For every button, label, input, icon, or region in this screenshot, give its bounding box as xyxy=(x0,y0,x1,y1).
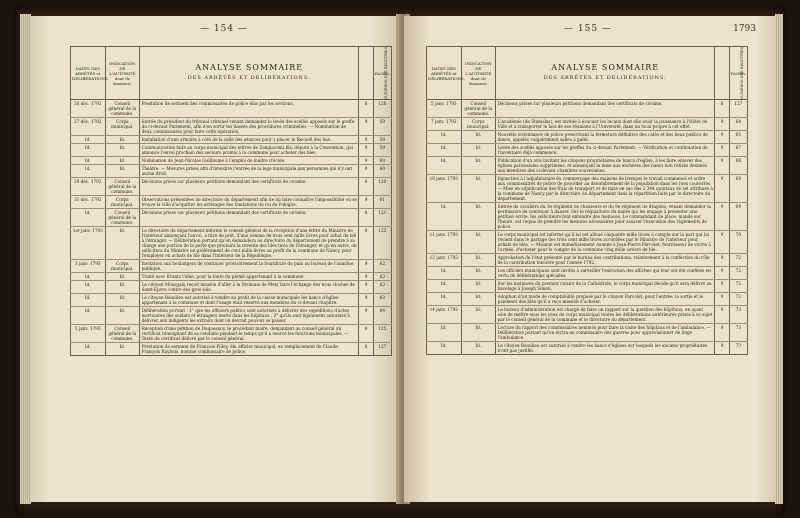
right-page-edges xyxy=(775,14,783,504)
row-date: Id. xyxy=(427,157,462,175)
row-authority: Id. xyxy=(461,175,496,203)
row-authority: Id. xyxy=(461,254,496,267)
table-row xyxy=(71,260,392,273)
table-row xyxy=(71,307,392,325)
row-summary: Levée des scellés apposés sur les greffes du ci-devant Parlement. — Vérification et continuation de l'inventaire déjà commencé. xyxy=(496,144,715,157)
row-authority: Id. xyxy=(105,227,140,260)
row-authority: Id. xyxy=(105,281,140,294)
table-row xyxy=(71,227,392,260)
row-date: 11 janv. 1793 xyxy=(427,231,462,254)
row-date: Id. xyxy=(427,203,462,231)
table-row xyxy=(427,157,748,175)
row-authority: Id. xyxy=(105,307,140,325)
right-register-table xyxy=(426,46,748,355)
row-authority: Id. xyxy=(105,273,140,281)
row-page: 59 xyxy=(373,144,391,157)
row-page: 73 xyxy=(729,306,747,324)
row-date: 26 déc. 1792 xyxy=(71,100,106,118)
table-row xyxy=(427,293,748,306)
table-row xyxy=(71,325,392,343)
row-date: Id. xyxy=(71,273,106,281)
row-register-number: 9 xyxy=(715,306,729,324)
row-page: 64 xyxy=(373,307,391,325)
row-register-number: 9 xyxy=(359,273,373,281)
row-page: 63 xyxy=(373,281,391,294)
row-date: 5 janv. 1793 xyxy=(427,100,462,118)
row-page: 72 xyxy=(729,293,747,306)
row-authority: Id. xyxy=(105,144,140,157)
row-authority: Conseil général de la commune. xyxy=(105,325,140,343)
row-summary: Délibération portant : 1° que les officiers publics sont autorisés à délivrer des expéditions d'actes mortuaires des soldats et étrangers morts dans les hôpitaux ; 2° qu'ils sont également autorisés à délivrer aux indigents les extraits dont on devrait pouvoir se passer. xyxy=(140,307,359,325)
row-summary: Prestation de serment des commissaires de police élus par les sections. xyxy=(140,100,359,118)
row-authority: Conseil général de la commune. xyxy=(105,209,140,227)
row-date: Id. xyxy=(427,280,462,293)
row-register-number: 9 xyxy=(715,118,729,131)
row-register-number: 9 xyxy=(715,293,729,306)
table-row xyxy=(427,175,748,203)
table-row xyxy=(71,118,392,136)
row-date: 10 janv. 1793 xyxy=(427,175,462,203)
row-date: Id. xyxy=(71,136,106,144)
row-summary: Les officiers municipaux sont invités à surveiller l'exécution des affiches qui leur ont été confiées en vertu de délibérations spéciales. xyxy=(496,267,715,280)
row-date: Id. xyxy=(427,324,462,342)
row-date: 14 janv. 1793 xyxy=(427,306,462,324)
left-page-number: — 154 — xyxy=(200,24,248,34)
table-row xyxy=(427,254,748,267)
row-page: 73 xyxy=(729,342,747,355)
row-page: 65 xyxy=(729,131,747,144)
row-page: 69 xyxy=(729,203,747,231)
table-row xyxy=(427,267,748,280)
row-summary: Le bureau d'administration est chargé de faire un rapport sur la question des hôpitaux, en ayant soin de mettre sous les yeux du corps municipal toutes les délibérations antérieures prises à ce sujet par le conseil général de la commune et le directoire du département. xyxy=(496,306,715,324)
row-register-number: 9 xyxy=(359,157,373,165)
table-row xyxy=(71,178,392,196)
row-register-number: 9 xyxy=(715,254,729,267)
row-summary: Sur les instances du premier vicaire de la Cathédrale, le corps municipal décide qu'il sera délivré au bacelage à Joseph Simon. xyxy=(496,280,715,293)
row-register-number: 9 xyxy=(359,165,373,178)
row-authority: Conseil général de la commune. xyxy=(105,178,140,196)
row-page: 120 xyxy=(373,100,391,118)
header-analyse-sub: DES ARRÊTÉS ET DÉLIBÉRATIONS. xyxy=(187,75,311,81)
header-analyse-title: ANALYSE SOMMAIRE xyxy=(551,63,660,72)
row-authority: Id. xyxy=(105,343,140,356)
row-page: 64 xyxy=(729,118,747,131)
right-page xyxy=(404,16,776,502)
row-date: Id. xyxy=(71,165,106,178)
row-register-number: 9 xyxy=(715,144,729,157)
table-row xyxy=(427,203,748,231)
row-register-number: 9 xyxy=(715,157,729,175)
row-page: 122 xyxy=(373,227,391,260)
right-page-year: 1793 xyxy=(733,24,756,34)
row-date: Id. xyxy=(71,343,106,356)
row-authority: Id. xyxy=(461,342,496,355)
row-summary: Installation d'une armoire à côté de la salle des séances pour y placer le Recueil des lois. xyxy=(140,136,359,144)
table-row xyxy=(71,196,392,209)
row-register-number: 9 xyxy=(715,324,729,342)
row-summary: Invitation aux boulangers de continuer provisoirement la fourniture du pain au bureau de l'aumône publique. xyxy=(140,260,359,273)
row-summary: Le directoire du département informe le conseil général de la réception d'une lettre du Ministre de l'intérieur annonçant l'envoi, à titre de prêt, d'une somme de trois cent mille livres pour achat de blé à l'étranger. — Délibération portant qu'on demandera au directoire du département de prendre à sa charge une portion de la perte que produira la revente des blés tirés de l'étranger, et qu'en outre, on sollicitera du Ministre un prélèvement de cent mille livres au profit de la commune de Nancy, pour l'employer en achats de blé dans l'intérieur de la République. xyxy=(140,227,359,260)
left-table-body xyxy=(71,100,392,356)
row-summary: Le corps municipal est informé qu'il lui est alloué cinquante mille livres à compte sur la part qui lui revient dans le partage des trois cent mille livres accordées par le Ministre de l'intérieur pour achats de blés. — Mission est immédiatement donnée à Jean-Pierre Parcolet, fournisseur de vivres à l'armée, d'acheter pour le compte de la commune cinq mille setiers de blé. xyxy=(496,231,715,254)
row-authority: Id. xyxy=(461,144,496,157)
header-pages: PAGES. xyxy=(729,47,747,100)
row-authority: Id. xyxy=(461,324,496,342)
row-page: 62 xyxy=(373,260,391,273)
row-summary: Lecture du rapport des commissaires nommés pour faire la visite des hôpitaux et de l'ambulance. — Délibération portant qu'on écrira au commissaire des guerres pour approvisionner de linge l'ambulance. xyxy=(496,324,715,342)
row-authority: Id. xyxy=(461,306,496,324)
row-summary: Le citoyen Beaulieu est autorisé à vendre les bancs d'églises sur lesquels les anciens propriétaires n'ont pas justifié. xyxy=(496,342,715,355)
left-page xyxy=(30,16,402,502)
row-authority: Id. xyxy=(461,267,496,280)
row-date: Id. xyxy=(427,144,462,157)
row-register-number: 8 xyxy=(359,178,373,196)
table-row xyxy=(71,294,392,307)
row-summary: Approbation de l'état présenté par le bureau des contributions, relativement à la confection du rôle de la contribution foncière pour l'année 1792. xyxy=(496,254,715,267)
row-authority: Id. xyxy=(105,136,140,144)
table-row xyxy=(427,118,748,131)
table-row xyxy=(427,342,748,355)
header-dates: DATES DES ARRÊTÉS et DÉLIBÉRATIONS. xyxy=(427,47,462,100)
row-date: 3 janv. 1793 xyxy=(71,260,106,273)
row-page: 121 xyxy=(373,209,391,227)
row-summary: Réception d'une pétition de Duquesnoy, le procédant maire, demandant au conseil général un certificat témoignant de sa conduite pendant le temps qu'il a exercé les fonctions municipales. — Texte du certificat délivré par le conseil général. xyxy=(140,325,359,343)
row-page: 72 xyxy=(729,267,747,280)
row-date: Id. xyxy=(71,209,106,227)
table-row xyxy=(427,100,748,118)
row-register-number: 9 xyxy=(359,144,373,157)
row-register-number: 9 xyxy=(359,307,373,325)
table-row xyxy=(71,273,392,281)
right-header-row xyxy=(427,47,748,100)
left-header-row xyxy=(71,47,392,100)
table-row xyxy=(427,280,748,293)
table-row xyxy=(71,209,392,227)
row-authority: Id. xyxy=(105,165,140,178)
row-register-number: 9 xyxy=(359,294,373,307)
row-register-number: 9 xyxy=(715,267,729,280)
row-date: 27 déc. 1792 xyxy=(71,118,106,136)
row-summary: Communication faite au corps municipal des lettres de Zangiacomi fils, député à la Convention, qui annonce l'envoi prochain des secours promis à la commune pour acheter des blés. xyxy=(140,144,359,157)
row-page: 63 xyxy=(373,294,391,307)
row-page: 59 xyxy=(373,136,391,144)
row-date: Id. xyxy=(71,144,106,157)
row-authority: Id. xyxy=(461,157,496,175)
row-authority: Conseil général de la commune. xyxy=(461,100,496,118)
row-date: Id. xyxy=(427,131,462,144)
header-indication: INDICATION DE L'AUTORITÉ dont ils émanent. xyxy=(105,47,140,100)
row-date: Id. xyxy=(71,307,106,325)
row-summary: Traité avec Krantz l'aîné, pour la fonte du plomb appartenant à la commune. xyxy=(140,273,359,281)
row-date: Id. xyxy=(71,157,106,165)
row-authority: Corps municipal. xyxy=(461,118,496,131)
right-page-number: — 155 — xyxy=(564,24,612,34)
row-register-number: 9 xyxy=(715,231,729,254)
row-register-number: 9 xyxy=(359,196,373,209)
row-date: 31 déc. 1792 xyxy=(71,196,106,209)
row-authority: Id. xyxy=(105,157,140,165)
row-page: 73 xyxy=(729,324,747,342)
row-page: 63 xyxy=(373,273,391,281)
row-summary: Adoption d'un mode de comptabilité proposé par le citoyen Parcolet, pour l'entrée, la sortie et le paiement des blés qu'il a reçu mission d'acheter. xyxy=(496,293,715,306)
row-summary: Entrée de cavaliers du 3e régiment de chasseurs et du 9e régiment de dragons, venant demander la permission de continuer à danser. Sur le réquisitoire du maire qui les engage à présenter une pétition écrite, les solliciteurs font entendre des menaces. Le commandant de place, mandé sur l'heure, est requis de prendre les mesures nécessaires pour assurer l'exécution des règlements de police. xyxy=(496,203,715,231)
table-row xyxy=(71,343,392,356)
row-date: 12 janv. 1793 xyxy=(427,254,462,267)
row-register-number: 9 xyxy=(715,131,729,144)
row-register-number: 9 xyxy=(715,203,729,231)
row-register-number: 9 xyxy=(359,281,373,294)
table-row xyxy=(71,144,392,157)
table-row xyxy=(71,165,392,178)
row-date: Id. xyxy=(71,281,106,294)
row-page: 72 xyxy=(729,254,747,267)
table-row xyxy=(427,144,748,157)
row-date: 29 déc. 1792 xyxy=(71,178,106,196)
table-row xyxy=(427,324,748,342)
row-summary: Le citoyen Beaulieu est autorisé à vendre au profit de la caisse municipale les bancs d'église appartenant à la commune et dont l'usage était réservé aux membres du ci-devant chapitre. xyxy=(140,294,359,307)
row-summary: Prestation de serment de François Pilley, élu officier municipal, en remplacement de Claude-François Raybois, nommé commissaire de police. xyxy=(140,343,359,356)
row-authority: Corps municipal. xyxy=(105,118,140,136)
row-summary: Nouvelle ordonnance de police prescrivant la fermeture définitive des cafés et des lieux publics de danse, appelés vulgairement salles à gaîté. xyxy=(496,131,715,144)
table-row xyxy=(427,231,748,254)
row-register-number: 8 xyxy=(359,325,373,343)
row-summary: Injonction à l'adjudicataire du commerçage des maisons de tremper le travail commencé et ordre aux commissaires de police de procéder au dénombrement de la population dans les rues couvertes. — Mise en adjudication des frais de transport et de mise en sac des 2,344 quintaux de sel attribués à la commune de Nancy par le directoire du département dans la répartition faite par le directoire du département. xyxy=(496,175,715,203)
row-summary: Décisions prises sur plusieurs pétitions demandant des certificats de civisme. xyxy=(140,209,359,227)
row-authority: Id. xyxy=(461,203,496,231)
header-pages: PAGES. xyxy=(373,47,391,100)
row-page: 60 xyxy=(373,165,391,178)
row-page: 69 xyxy=(729,175,747,203)
row-summary: Décisions prises sur plusieurs pétitions demandant des certificats de civisme. xyxy=(140,178,359,196)
row-summary: Décisions prises sur plusieurs pétitions demandant des certificats de civisme. xyxy=(496,100,715,118)
row-page: 70 xyxy=(729,231,747,254)
row-authority: Corps municipal. xyxy=(105,260,140,273)
row-summary: Observations présentées au directoire du département afin de lui faire connaître l'impossibilité où se trouve la ville d'acquitter les arrérages des fondations du roi de Pologne. xyxy=(140,196,359,209)
row-date: Id. xyxy=(427,267,462,280)
row-register-number: 9 xyxy=(715,280,729,293)
row-date: Id. xyxy=(71,294,106,307)
right-table-body xyxy=(427,100,748,355)
row-authority: Id. xyxy=(461,131,496,144)
row-authority: Corps municipal. xyxy=(105,196,140,209)
table-row xyxy=(71,157,392,165)
row-summary: Publication d'un avis invitant les citoyens propriétaires de bancs d'église, à les faire enlever des églises paroissiales supprimées, et annonçant la mise aux enchères des bancs non retirés destinés aux membres des ci-devant chambres souveraines. xyxy=(496,157,715,175)
row-page: 60 xyxy=(373,157,391,165)
row-page: 127 xyxy=(729,100,747,118)
row-register-number: 8 xyxy=(359,227,373,260)
header-numeros: NUMÉROS DES REGISTRES xyxy=(715,47,729,100)
row-page: 120 xyxy=(373,178,391,196)
row-authority: Id. xyxy=(105,294,140,307)
row-date: 7 janv. 1793 xyxy=(427,118,462,131)
row-page: 68 xyxy=(729,157,747,175)
table-row xyxy=(427,306,748,324)
row-register-number: 9 xyxy=(715,342,729,355)
table-row xyxy=(427,131,748,144)
header-dates: DATES DES ARRÊTÉS et DÉLIBÉRATIONS. xyxy=(71,47,106,100)
header-numeros: NUMÉROS DES REGISTRES xyxy=(359,47,373,100)
row-register-number: 8 xyxy=(359,209,373,227)
row-page: 125 xyxy=(373,325,391,343)
row-page: 127 xyxy=(373,343,391,356)
row-page: 72 xyxy=(729,280,747,293)
row-register-number: 9 xyxy=(359,260,373,273)
row-date: 5 janv. 1793 xyxy=(71,325,106,343)
header-analyse xyxy=(140,47,359,100)
table-row xyxy=(71,100,392,118)
row-summary: Entrée du président du tribunal criminel venant demander la levée des scellés apposés sur le greffe du ci-devant Parlement, afin d'en sortir les liasses des procédures criminelles. — Nomination de deux commissaires pour faire cette opération. xyxy=(140,118,359,136)
left-register-table xyxy=(70,46,392,356)
header-analyse xyxy=(496,47,715,100)
row-register-number: 8 xyxy=(359,343,373,356)
header-analyse-sub: DES ARRÊTÉS ET DÉLIBÉRATIONS. xyxy=(543,75,667,81)
row-authority: Id. xyxy=(461,231,496,254)
row-date: Id. xyxy=(427,342,462,355)
row-authority: Conseil général de la commune. xyxy=(105,100,140,118)
row-summary: Nomination de Jean-Nicolas Guillaume à l'emploi de maître d'école. xyxy=(140,157,359,165)
row-register-number: 9 xyxy=(359,136,373,144)
row-summary: L'académie (de Stanislas), est invitée à évacuer les locaux dont elle avait la jouissance à l'Hôtel de Ville et à transporter le lieu de ses réunions à l'Université, dans un local propre à cet effet. xyxy=(496,118,715,131)
row-date: Id. xyxy=(427,293,462,306)
row-page: 59 xyxy=(373,118,391,136)
row-authority: Id. xyxy=(461,280,496,293)
row-page: 67 xyxy=(729,144,747,157)
table-row xyxy=(71,281,392,294)
row-date: 1er janv. 1793 xyxy=(71,227,106,260)
table-row xyxy=(71,136,392,144)
row-authority: Id. xyxy=(461,293,496,306)
row-register-number: 9 xyxy=(715,175,729,203)
header-analyse-title: ANALYSE SOMMAIRE xyxy=(195,63,304,72)
row-summary: Le citoyen Mourgaix reçoit mission d'aller à la Monnaie de Metz faire l'échange des trois cloches de Saint-Epvre contre des gros sols. xyxy=(140,281,359,294)
header-indication: INDICATION DE L'AUTORITÉ dont ils émanent. xyxy=(461,47,496,100)
row-summary: Théâtre. — Mesures prises afin d'interdire l'entrée de la loge municipale aux personnes qui n'y ont aucun droit. xyxy=(140,165,359,178)
row-register-number: 9 xyxy=(359,118,373,136)
row-register-number: 8 xyxy=(715,100,729,118)
row-page: 61 xyxy=(373,196,391,209)
row-register-number: 8 xyxy=(359,100,373,118)
